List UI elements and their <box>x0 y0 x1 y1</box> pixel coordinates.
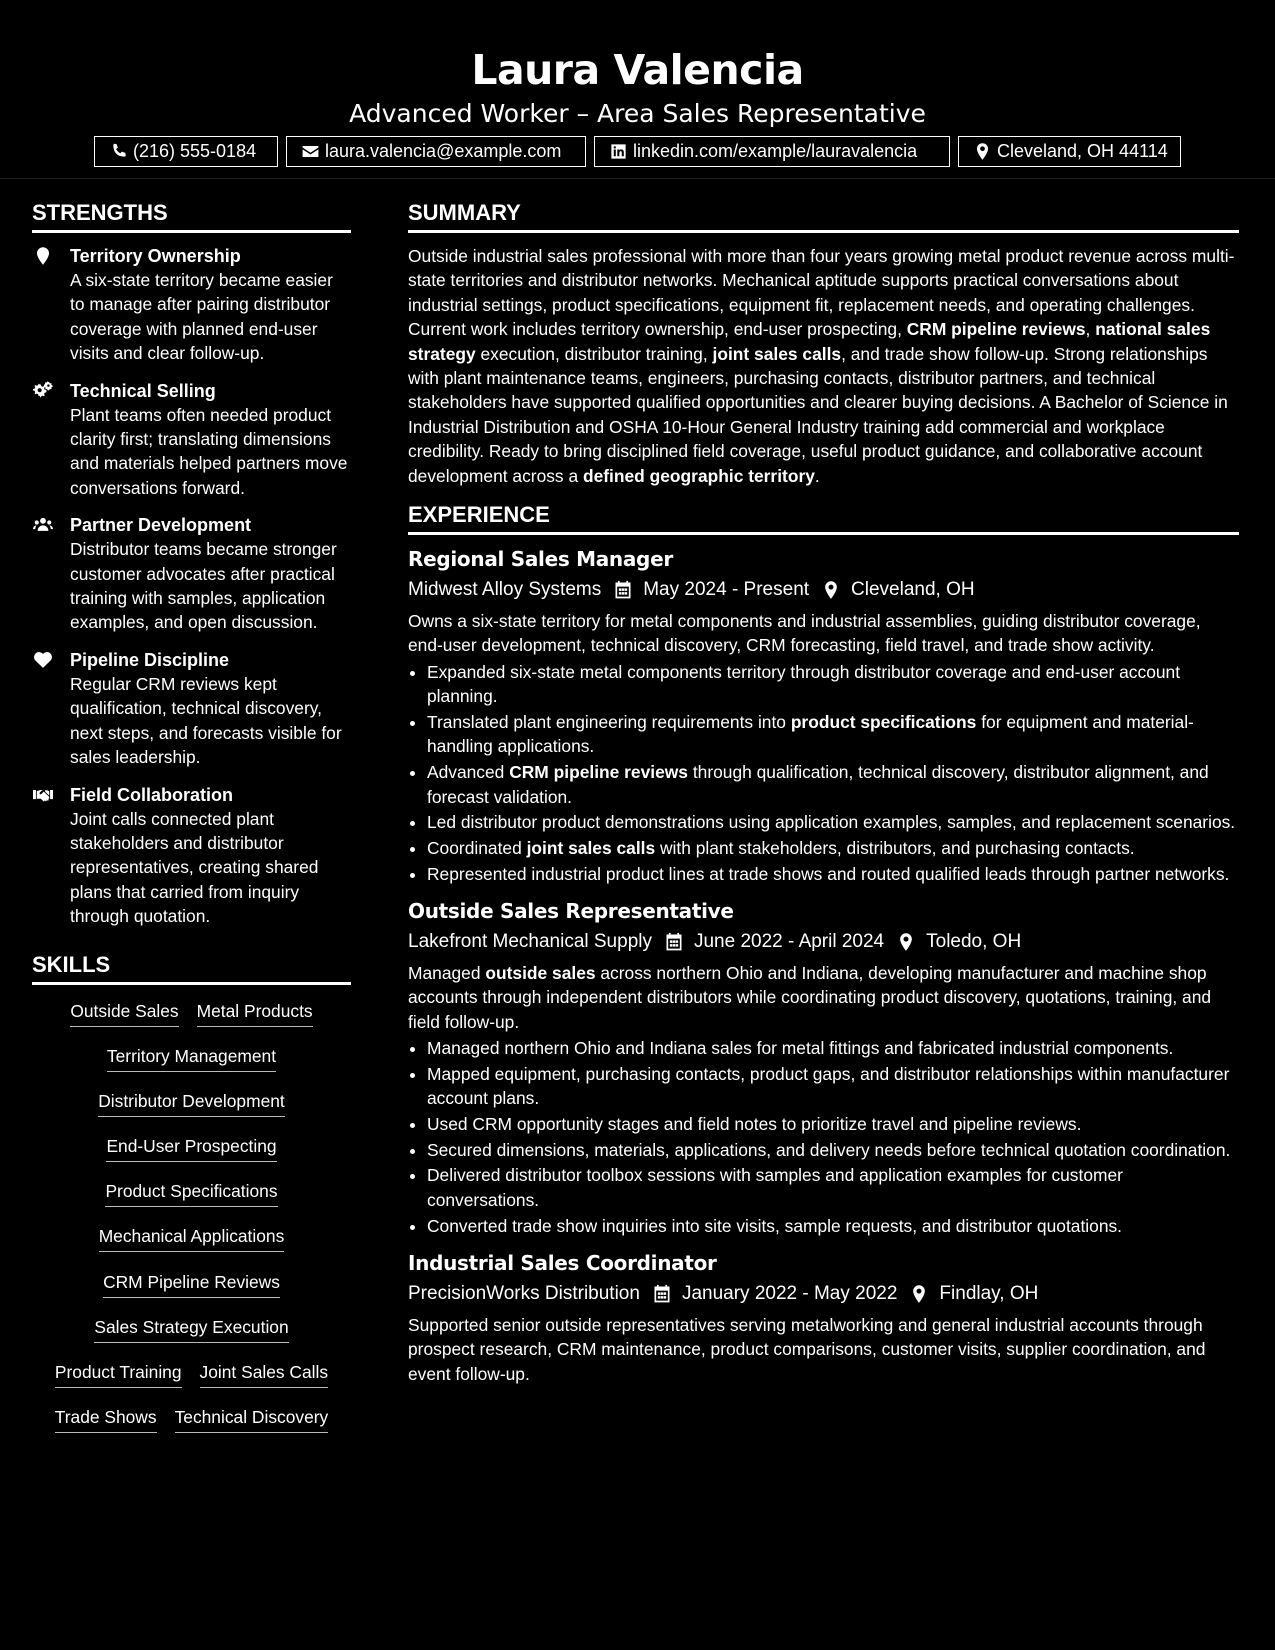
skill-row <box>32 1267 351 1312</box>
text-segment: through qualification, technical discovery, distributor alignment, and forecast validation. <box>427 762 1209 807</box>
email-text: laura.valencia@example.com <box>325 141 562 161</box>
skill-tag: Product Specifications <box>105 1179 277 1207</box>
job-description <box>408 609 1239 658</box>
skill-tag: Territory Management <box>107 1044 276 1072</box>
map-marker-icon <box>32 246 54 266</box>
phone-contact[interactable] <box>94 136 278 167</box>
text-segment: with plant stakeholders, distributors, and purchasing contacts. <box>655 837 1135 858</box>
location-contact <box>958 136 1181 167</box>
job-location: Findlay, OH <box>939 1282 1039 1304</box>
strength-title: Field Collaboration <box>70 784 234 805</box>
resume-header <box>0 0 1275 179</box>
text-segment: , <box>1085 319 1096 340</box>
bullet-item <box>427 660 1239 709</box>
candidate-name: Laura Valencia <box>471 46 804 94</box>
job-description <box>408 961 1239 1034</box>
gears-icon <box>32 381 54 401</box>
emphasis-text: CRM pipeline reviews <box>906 319 1086 340</box>
experience-section <box>408 501 1239 1386</box>
text-segment: across northern Ohio and Indiana, developing manufacturer and machine shop accounts through independent distributors while coordinating product discovery, quotations, training, and field follow-up. <box>408 963 1212 1032</box>
envelope-icon <box>301 142 320 161</box>
bullet-item <box>427 836 1239 860</box>
text-segment: Used CRM opportunity stages and field notes to prioritize travel and pipeline reviews. <box>427 1114 1082 1135</box>
map-pin-icon <box>896 932 916 952</box>
text-segment: Translated plant engineering requirements into <box>427 711 791 732</box>
strength-description: Regular CRM reviews kept qualification, technical discovery, next steps, and forecasts visible for sales leadership. <box>70 673 342 768</box>
experience-heading: EXPERIENCE <box>408 501 1239 535</box>
emphasis-text: outside sales <box>485 963 596 984</box>
bullet-item <box>427 1163 1239 1212</box>
emphasis-text: defined geographic territory <box>582 465 815 486</box>
job-description <box>408 1313 1239 1386</box>
skill-tag: Product Training <box>55 1360 182 1388</box>
text-segment: Expanded six-state metal components territory through distributor coverage and end-user account planning. <box>427 661 1181 707</box>
skill-row <box>32 1221 351 1266</box>
email-contact[interactable] <box>286 136 586 167</box>
text-segment: Converted trade show inquiries into site visits, sample requests, and distributor quotations. <box>427 1215 1123 1236</box>
text-segment: for equipment and material-handling applications. <box>427 711 1194 757</box>
job-list <box>408 546 1239 1386</box>
job-title: Regional Sales Manager <box>408 547 673 572</box>
emphasis-text: product specifications <box>790 711 977 732</box>
text-segment: , and trade show follow-up. Strong relationships with plant maintenance teams, engineers, purchasing contacts, distributor partners, and technical stakeholders have supported qualified opportunities and clearer buying decisions. A Bachelor of Science in Industrial Distribution and OSHA 10-Hour General Industry training add commercial and workplace credibility. Ready to bring disciplined field coverage, useful product guidance, and collaborative account development across a <box>408 343 1228 486</box>
skill-row <box>32 1402 351 1447</box>
skill-row <box>32 1357 351 1402</box>
summary-heading: SUMMARY <box>408 199 1239 233</box>
bullet-item <box>427 862 1239 886</box>
text-segment: Outside industrial sales professional with more than four years growing metal product revenue across multi-state territories and distributor networks. Mechanical aptitude supports practical conversations about industrial settings, product specifications, equipment fit, replacement needs, and operating challenges. Current work includes territory ownership, end-user prospecting, <box>408 246 1235 340</box>
calendar-icon <box>652 1284 672 1304</box>
text-segment: Managed northern Ohio and Indiana sales for metal fittings and fabricated industrial components. <box>427 1038 1174 1059</box>
strength-description: A six-state territory became easier to manage after pairing distributor coverage with planned end-user visits and clear follow-up. <box>70 270 333 364</box>
emphasis-text: national sales strategy <box>408 319 1211 364</box>
text-segment: Supported senior outside representatives serving metalworking and general industrial accounts through prospect research, CRM maintenance, product comparisons, customer visits, supplier coordination, and event follow-up. <box>408 1314 1206 1384</box>
job-bullets <box>408 660 1239 886</box>
skill-tag: Outside Sales <box>70 999 178 1027</box>
skills-section <box>32 951 351 1448</box>
text-segment: Secured dimensions, materials, applications, and delivery needs before technical quotation coordination. <box>427 1139 1231 1160</box>
summary-text <box>408 244 1239 488</box>
job-meta <box>408 1280 1239 1308</box>
map-pin-icon <box>821 580 841 600</box>
phone-icon <box>109 142 128 161</box>
skill-tag: Joint Sales Calls <box>200 1360 329 1388</box>
bullet-item <box>427 810 1239 834</box>
skill-row <box>32 1131 351 1176</box>
candidate-headline: Advanced Worker – Area Sales Representative <box>349 99 926 128</box>
emphasis-text: joint sales calls <box>526 837 656 858</box>
strength-description: Distributor teams became stronger customer advocates after practical training with samples, application examples, and open discussion. <box>70 539 337 633</box>
skill-tag: Trade Shows <box>55 1405 157 1433</box>
heart-icon <box>32 650 54 670</box>
text-segment: Delivered distributor toolbox sessions with samples and application examples for customer conversations. <box>427 1165 1123 1210</box>
text-segment: Advanced <box>427 762 510 783</box>
strength-item <box>32 513 351 635</box>
contact-bar <box>0 136 1275 167</box>
skill-row <box>32 1041 351 1086</box>
handshake-icon <box>32 785 54 805</box>
skill-tag: Distributor Development <box>98 1089 285 1117</box>
calendar-icon <box>664 932 684 952</box>
job-entry <box>408 898 1239 1238</box>
job-entry <box>408 1250 1239 1386</box>
strength-title: Technical Selling <box>70 380 216 401</box>
text-segment: execution, distributor training, <box>475 343 713 364</box>
skill-tag: CRM Pipeline Reviews <box>103 1270 280 1298</box>
skill-tag: Technical Discovery <box>175 1405 329 1433</box>
bullet-item <box>427 760 1239 809</box>
map-pin-icon <box>909 1284 929 1304</box>
job-title: Industrial Sales Coordinator <box>408 1250 717 1275</box>
skill-tag: Metal Products <box>197 999 313 1027</box>
bullet-item <box>427 1214 1239 1238</box>
strength-item <box>32 244 351 366</box>
skill-tag: End-User Prospecting <box>106 1134 276 1162</box>
job-location: Toledo, OH <box>926 931 1022 953</box>
job-meta <box>408 928 1239 956</box>
strength-description: Plant teams often needed product clarity first; translating dimensions and materials helped partners move conversations forward. <box>70 404 348 498</box>
text-segment: Mapped equipment, purchasing contacts, product gaps, and distributor relationships within manufacturer account plans. <box>427 1063 1230 1109</box>
company-name: Lakefront Mechanical Supply <box>408 931 652 953</box>
skill-row <box>32 1086 351 1131</box>
company-name: Midwest Alloy Systems <box>408 579 602 601</box>
strength-title: Territory Ownership <box>70 246 241 266</box>
strengths-heading: STRENGTHS <box>32 199 351 233</box>
job-entry <box>408 546 1239 886</box>
users-icon <box>32 515 54 535</box>
left-column <box>32 199 351 1447</box>
strength-title: Partner Development <box>70 515 252 536</box>
text-segment: Led distributor product demonstrations using application examples, samples, and replacement scenarios. <box>427 812 1236 833</box>
job-bullets <box>408 1036 1239 1238</box>
summary-section <box>408 199 1239 488</box>
job-dates: January 2022 - May 2022 <box>681 1282 898 1304</box>
text-segment: Coordinated <box>427 837 527 858</box>
calendar-icon <box>613 580 633 600</box>
skill-tag: Mechanical Applications <box>99 1224 285 1252</box>
bullet-item <box>427 1138 1239 1162</box>
job-meta <box>408 576 1239 604</box>
company-name: PrecisionWorks Distribution <box>408 1282 640 1304</box>
linkedin-text: linkedin.com/example/lauravalencia <box>633 141 918 161</box>
skills-list <box>32 996 351 1448</box>
right-column <box>408 199 1239 1398</box>
text-segment: Owns a six-state territory for metal components and industrial assemblies, guiding distributor coverage, end-user development, technical discovery, CRM forecasting, field travel, and trade show activity. <box>408 611 1201 656</box>
strength-item <box>32 379 351 501</box>
job-dates: May 2024 - Present <box>643 579 810 601</box>
phone-text: (216) 555-0184 <box>133 141 257 161</box>
job-dates: June 2022 - April 2024 <box>693 931 885 953</box>
skills-heading: SKILLS <box>32 951 351 985</box>
emphasis-text: CRM pipeline reviews <box>509 762 688 783</box>
job-location: Cleveland, OH <box>851 579 975 601</box>
skill-tag: Sales Strategy Execution <box>94 1315 288 1343</box>
skill-row <box>32 1312 351 1357</box>
text-segment: . <box>814 465 820 486</box>
text-segment: Managed <box>408 963 486 984</box>
text-segment: Represented industrial product lines at trade shows and routed qualified leads through partner networks. <box>427 863 1230 884</box>
bullet-item <box>427 1112 1239 1136</box>
strength-title: Pipeline Discipline <box>70 649 230 670</box>
skill-row <box>32 1176 351 1221</box>
linkedin-icon <box>609 142 628 161</box>
job-title: Outside Sales Representative <box>408 899 734 924</box>
strength-item <box>32 648 351 770</box>
location-text: Cleveland, OH 44114 <box>997 141 1168 161</box>
bullet-item <box>427 710 1239 759</box>
strength-description: Joint calls connected plant stakeholders and distributor representatives, creating shared plans that carried from inquiry through quotation. <box>70 808 319 927</box>
bullet-item <box>427 1062 1239 1111</box>
emphasis-text: joint sales calls <box>712 343 842 364</box>
map-pin-icon <box>973 142 992 161</box>
bullet-item <box>427 1036 1239 1060</box>
strength-item <box>32 783 351 929</box>
skill-row <box>32 996 351 1041</box>
linkedin-contact[interactable] <box>594 136 950 167</box>
